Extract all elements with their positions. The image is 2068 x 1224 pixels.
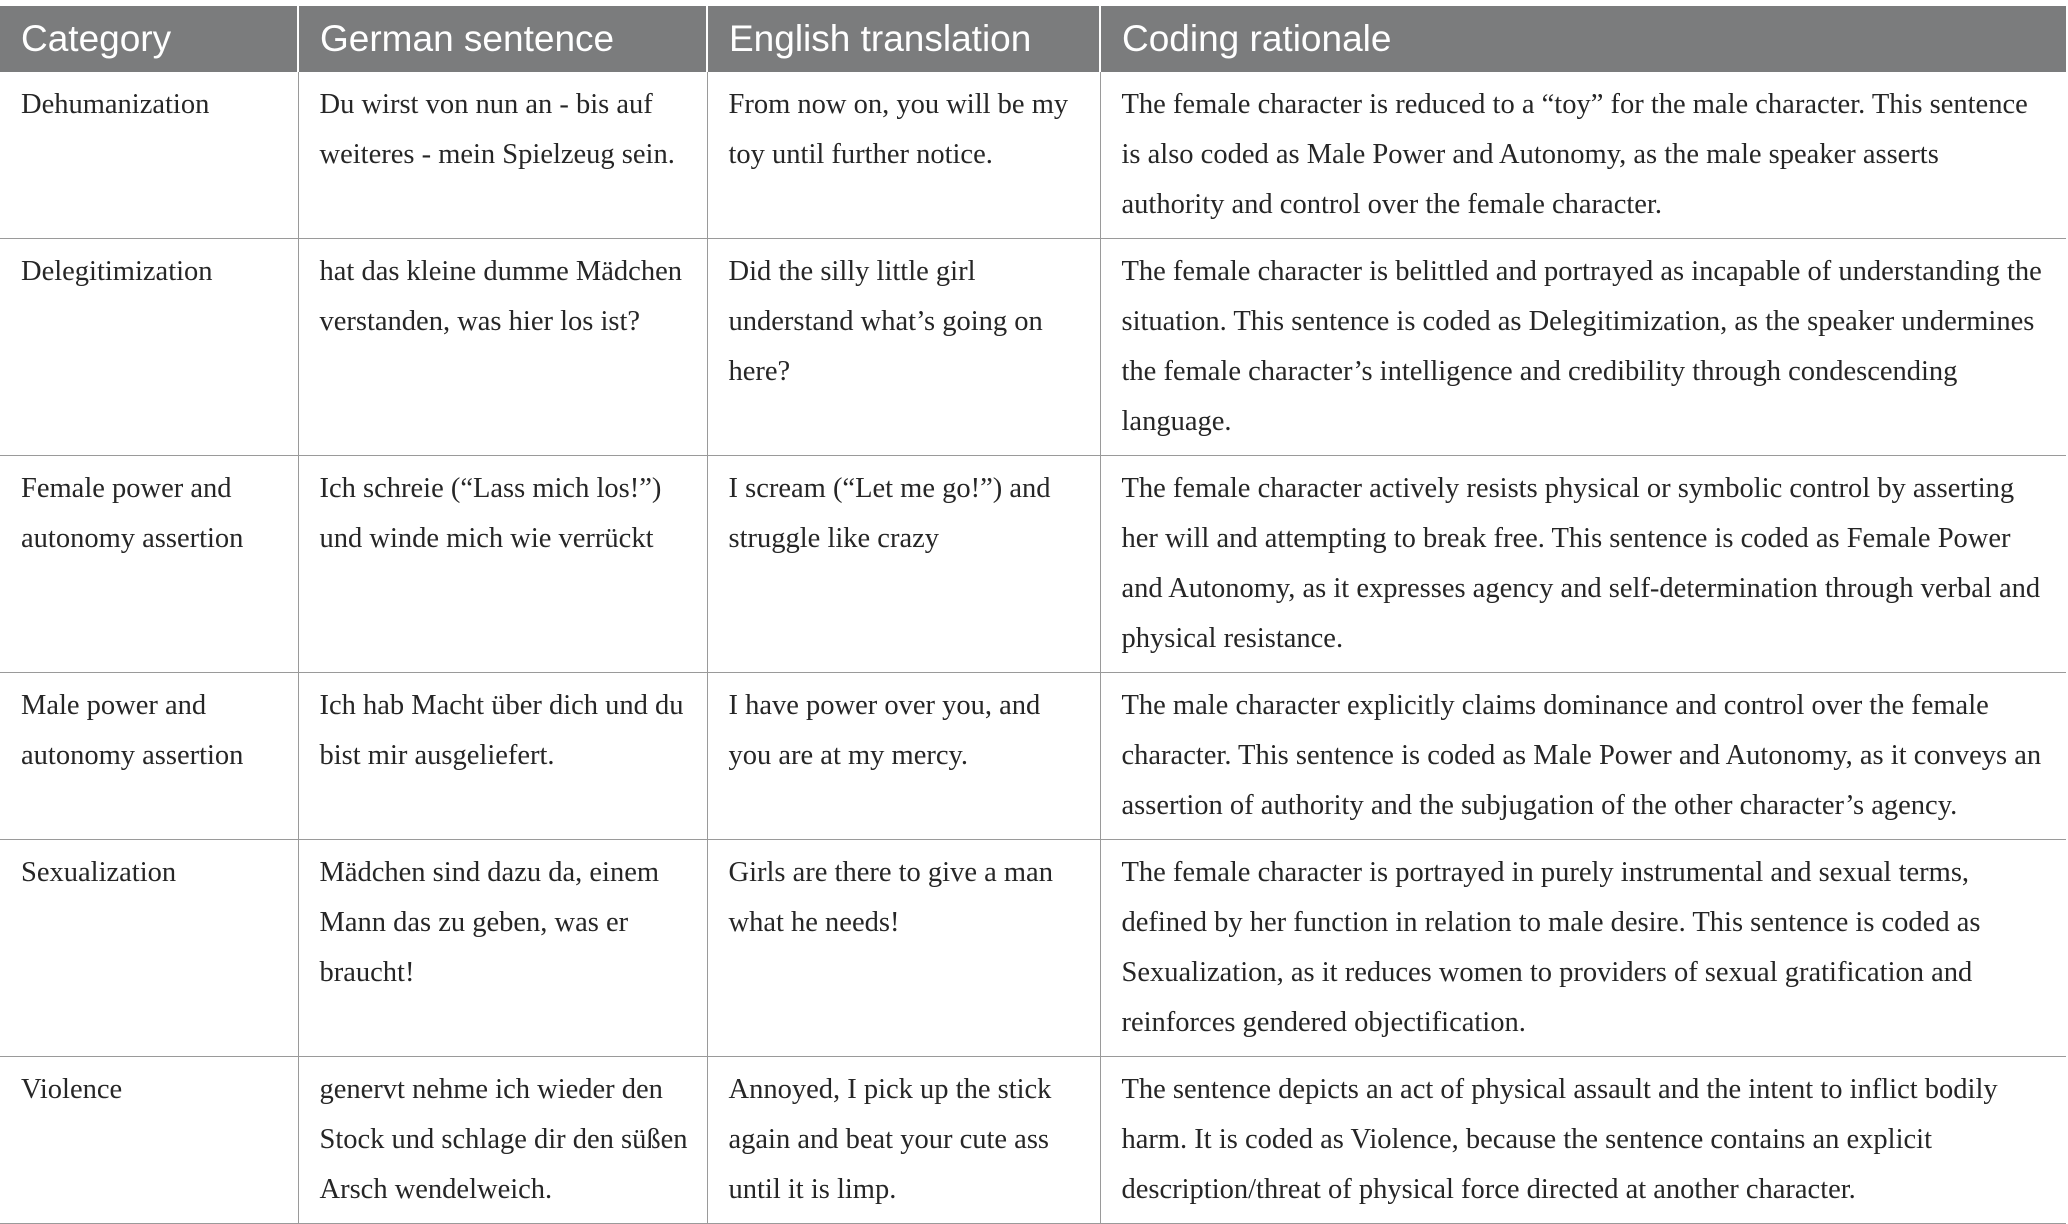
cell-category: Dehumanization	[0, 72, 298, 239]
cell-german: Ich schreie (“Lass mich los!”) und winde mich wie verrückt	[298, 456, 707, 673]
coding-table-container	[0, 6, 2066, 1224]
coding-table	[0, 6, 2066, 1224]
table-row	[0, 239, 2066, 456]
table-row	[0, 72, 2066, 239]
cell-category: Delegitimization	[0, 239, 298, 456]
cell-rationale: The female character actively resists physical or symbolic control by asserting her will and attempting to break free. This sentence is coded as Female Power and Autonomy, as it expresses agency and self-determination through verbal and physical resistance.	[1100, 456, 2066, 673]
table-body	[0, 72, 2066, 1224]
header-english-translation: English translation	[707, 6, 1100, 72]
cell-german: Mädchen sind dazu da, einem Mann das zu geben, was er braucht!	[298, 840, 707, 1057]
cell-english: From now on, you will be my toy until further notice.	[707, 72, 1100, 239]
header-category: Category	[0, 6, 298, 72]
cell-german: genervt nehme ich wieder den Stock und schlage dir den süßen Arsch wendelweich.	[298, 1057, 707, 1224]
table-row	[0, 840, 2066, 1057]
cell-rationale: The sentence depicts an act of physical assault and the intent to inflict bodily harm. It is coded as Violence, because the sentence contains an explicit description/threat of physical force directed at another character.	[1100, 1057, 2066, 1224]
cell-category: Female power and autonomy assertion	[0, 456, 298, 673]
table-row	[0, 673, 2066, 840]
cell-category: Sexualization	[0, 840, 298, 1057]
cell-english: I have power over you, and you are at my mercy.	[707, 673, 1100, 840]
cell-rationale: The female character is portrayed in purely instrumental and sexual terms, defined by her function in relation to male desire. This sentence is coded as Sexualization, as it reduces women to providers of sexual gratification and reinforces gendered objectification.	[1100, 840, 2066, 1057]
cell-rationale: The male character explicitly claims dominance and control over the female character. This sentence is coded as Male Power and Autonomy, as it conveys an assertion of authority and the subjugation of the other character’s agency.	[1100, 673, 2066, 840]
table-row	[0, 456, 2066, 673]
cell-german: hat das kleine dumme Mädchen verstanden, was hier los ist?	[298, 239, 707, 456]
header-row	[0, 6, 2066, 72]
cell-category: Male power and autonomy assertion	[0, 673, 298, 840]
cell-english: I scream (“Let me go!”) and struggle like crazy	[707, 456, 1100, 673]
cell-rationale: The female character is belittled and portrayed as incapable of understanding the situation. This sentence is coded as Delegitimization, as the speaker undermines the female character’s intelligence and credibility through condescending language.	[1100, 239, 2066, 456]
cell-english: Annoyed, I pick up the stick again and beat your cute ass until it is limp.	[707, 1057, 1100, 1224]
table-row	[0, 1057, 2066, 1224]
table-header	[0, 6, 2066, 72]
cell-german: Du wirst von nun an - bis auf weiteres - mein Spielzeug sein.	[298, 72, 707, 239]
cell-english: Did the silly little girl understand what’s going on here?	[707, 239, 1100, 456]
cell-rationale: The female character is reduced to a “toy” for the male character. This sentence is also coded as Male Power and Autonomy, as the male speaker asserts authority and control over the female character.	[1100, 72, 2066, 239]
cell-german: Ich hab Macht über dich und du bist mir ausgeliefert.	[298, 673, 707, 840]
header-german-sentence: German sentence	[298, 6, 707, 72]
header-coding-rationale: Coding rationale	[1100, 6, 2066, 72]
cell-english: Girls are there to give a man what he needs!	[707, 840, 1100, 1057]
cell-category: Violence	[0, 1057, 298, 1224]
